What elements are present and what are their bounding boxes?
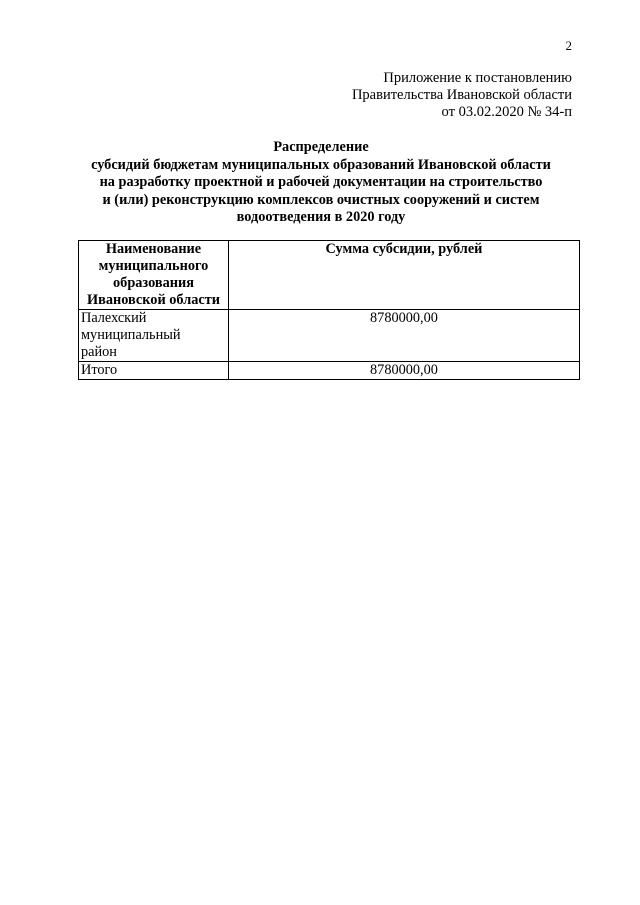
cell-total-sum: 8780000,00	[228, 362, 579, 380]
title-line: Распределение	[273, 139, 369, 155]
document-title	[60, 139, 582, 227]
title-line: на разработку проектной и рабочей документации на строительство	[99, 174, 543, 190]
appendix-line: от 03.02.2020 № 34-п	[441, 104, 572, 120]
appendix-line: Приложение к постановлению	[383, 70, 572, 86]
title-line: субсидий бюджетам муниципальных образований Ивановской области	[91, 156, 551, 173]
appendix-line: Правительства Ивановской области	[351, 87, 572, 103]
cell-municipality	[79, 310, 229, 362]
table-row	[79, 310, 580, 362]
title-line: и (или) реконструкцию комплексов очистных сооружений и систем	[102, 191, 540, 208]
header-subsidy-sum: Сумма субсидии, рублей	[228, 241, 579, 310]
header-municipality-label: Наименование муниципального образования Ивановской области	[86, 241, 220, 308]
table-header-row	[79, 241, 580, 310]
table-row-total	[79, 362, 580, 380]
appendix-block	[212, 70, 572, 121]
cell-subsidy-sum: 8780000,00	[228, 310, 579, 362]
cell-total-label: Итого	[79, 362, 229, 380]
header-municipality	[79, 241, 229, 310]
subsidy-table	[78, 240, 580, 380]
title-line: водоотведения в 2020 году	[236, 209, 406, 225]
page-number: 2	[565, 38, 572, 53]
cell-municipality-label: Палехский муниципальный район	[81, 310, 181, 360]
